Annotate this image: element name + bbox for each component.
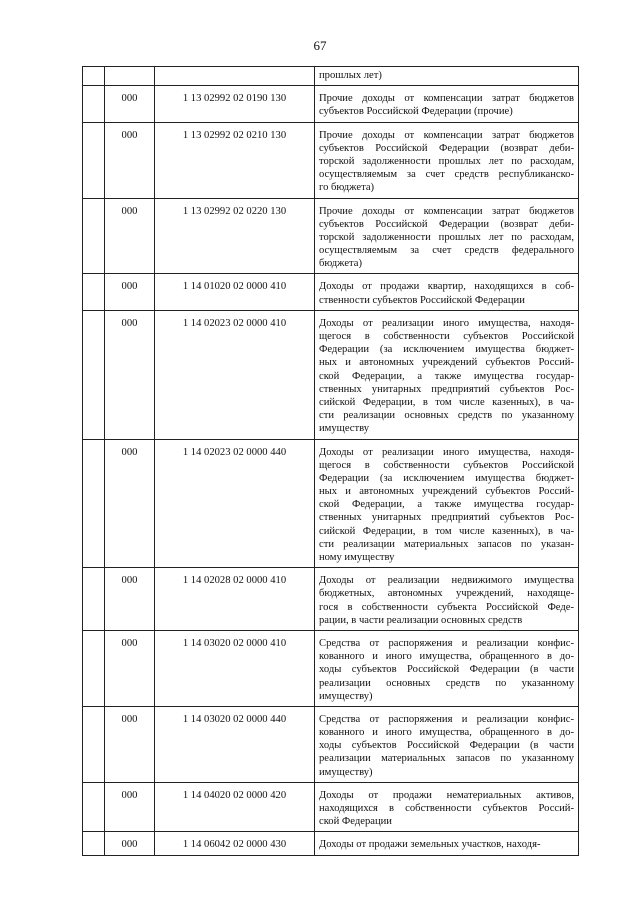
budget-classification-code-cell: 1 14 06042 02 0000 430 xyxy=(155,832,315,855)
table-row xyxy=(83,67,579,86)
description-line: реализации основных средств по указанному xyxy=(319,677,574,689)
description-line: Федерации (за исключением имущества бюджет- xyxy=(319,472,574,484)
description-line: осуществляемым за счет средств федерального xyxy=(319,245,574,257)
description-line: находящихся в собственности субъектов Россий- xyxy=(319,803,574,814)
page-number: 67 xyxy=(313,38,327,53)
description-line: осуществляемым за счет средств республиканско- xyxy=(319,169,574,181)
admin-code-cell: 000 xyxy=(105,832,155,855)
revenue-description-cell xyxy=(315,706,579,782)
description-line: торской задолженности прошлых лет по расходам, xyxy=(319,155,574,167)
revenue-description-cell xyxy=(315,568,579,631)
table-row xyxy=(83,86,579,122)
description-line: ных и автономных учреждений субъектов Россий- xyxy=(319,357,574,369)
margin-cell xyxy=(83,832,105,855)
margin-cell xyxy=(83,630,105,706)
description-line: ходы субъектов Российской Федерации (в части xyxy=(319,740,574,752)
description-line: ходы субъектов Российской Федерации (в части xyxy=(319,664,574,676)
admin-code-cell: 000 xyxy=(105,274,155,310)
description-line: Доходы от продажи земельных участков, находя- xyxy=(319,839,541,851)
table-row xyxy=(83,706,579,782)
revenue-description-cell xyxy=(315,832,579,855)
margin-cell xyxy=(83,67,105,86)
description-line: щегося в собственности субъектов Российской xyxy=(319,331,574,342)
description-line: ской Федерации, а также имущества государ- xyxy=(319,370,574,382)
description-line: Средства от распоряжения и реализации конфис- xyxy=(319,713,574,725)
margin-cell xyxy=(83,706,105,782)
description-line: бюджетных, автономных учреждений, находяще- xyxy=(319,588,574,600)
description-line: кованного и иного имущества, обращенного в до- xyxy=(319,727,574,739)
admin-code-cell: 000 xyxy=(105,122,155,198)
description-line: имуществу xyxy=(319,423,370,435)
description-line: Средства от распоряжения и реализации конфис- xyxy=(319,637,574,649)
admin-code-cell: 000 xyxy=(105,439,155,568)
budget-classification-code-cell: 1 13 02992 02 0210 130 xyxy=(155,122,315,198)
margin-cell xyxy=(83,782,105,832)
margin-cell xyxy=(83,198,105,274)
admin-code-cell: 000 xyxy=(105,782,155,832)
revenue-description-cell xyxy=(315,198,579,274)
description-line: щегося в собственности субъектов Российской xyxy=(319,459,574,471)
description-line: субъектов Российской Федерации (возврат деби- xyxy=(319,142,574,154)
budget-classification-code-cell: 1 14 03020 02 0000 410 xyxy=(155,630,315,706)
table-row xyxy=(83,832,579,855)
description-line: ственных унитарных предприятий субъектов Рос- xyxy=(319,512,574,524)
revenue-description-cell xyxy=(315,439,579,568)
description-line: имуществу) xyxy=(319,766,373,778)
admin-code-cell: 000 xyxy=(105,630,155,706)
table-row xyxy=(83,274,579,310)
budget-classification-code-cell: 1 14 02028 02 0000 410 xyxy=(155,568,315,631)
revenue-description-cell xyxy=(315,782,579,832)
margin-cell xyxy=(83,568,105,631)
admin-code-cell: 000 xyxy=(105,86,155,122)
description-line: субъектов Российской Федерации (возврат деби- xyxy=(319,218,574,230)
margin-cell xyxy=(83,86,105,122)
budget-classification-code-cell: 1 13 02992 02 0190 130 xyxy=(155,86,315,122)
description-line: реализации материальных запасов по указанному xyxy=(319,753,574,765)
description-line: Доходы от реализации иного имущества, находя- xyxy=(319,446,574,458)
table-row xyxy=(83,122,579,198)
description-line: субъектов Российской Федерации (прочие) xyxy=(319,106,513,118)
revenue-description-cell xyxy=(315,274,579,310)
admin-code-cell: 000 xyxy=(105,568,155,631)
revenue-description-cell xyxy=(315,122,579,198)
table-row xyxy=(83,782,579,832)
admin-code-cell: 000 xyxy=(105,310,155,439)
table-row xyxy=(83,198,579,274)
budget-classification-code-cell: 1 14 04020 02 0000 420 xyxy=(155,782,315,832)
description-line: ственных унитарных предприятий субъектов Рос- xyxy=(319,383,574,395)
table-row xyxy=(83,568,579,631)
description-line: Прочие доходы от компенсации затрат бюджетов xyxy=(319,129,574,141)
budget-classification-code-cell: 1 14 02023 02 0000 410 xyxy=(155,310,315,439)
description-line: Прочие доходы от компенсации затрат бюджетов xyxy=(319,93,574,105)
description-line: кованного и иного имущества, обращенного в до- xyxy=(319,651,574,663)
description-line: сти реализации материальных запасов по указан- xyxy=(319,538,574,550)
description-line: рации, в части реализации основных средств xyxy=(319,614,523,626)
budget-classification-code-cell: 1 14 01020 02 0000 410 xyxy=(155,274,315,310)
revenue-description-cell xyxy=(315,630,579,706)
description-line: Федерации (за исключением имущества бюджет- xyxy=(319,344,574,356)
description-line: Доходы от продажи нематериальных активов, xyxy=(319,789,574,801)
revenue-description-cell xyxy=(315,86,579,122)
description-line: бюджета) xyxy=(319,258,363,270)
margin-cell xyxy=(83,274,105,310)
description-line: имуществу) xyxy=(319,690,373,702)
description-line: ственности субъектов Российской Федерации xyxy=(319,294,525,306)
budget-classification-code-cell: 1 14 03020 02 0000 440 xyxy=(155,706,315,782)
table-row xyxy=(83,630,579,706)
description-line: сийской Федерации, в том числе казенных), в ча- xyxy=(319,525,574,537)
revenue-description-cell xyxy=(315,67,579,86)
table-row xyxy=(83,439,579,568)
description-line: гося в собственности субъекта Российской Феде- xyxy=(319,601,574,613)
description-line: Прочие доходы от компенсации затрат бюджетов xyxy=(319,205,574,217)
description-line: го бюджета) xyxy=(319,182,375,194)
description-line: ному имуществу xyxy=(319,552,395,563)
budget-classification-code-cell xyxy=(155,67,315,86)
admin-code-cell xyxy=(105,67,155,86)
description-line: прошлых лет) xyxy=(319,70,382,81)
table-body xyxy=(83,67,579,856)
description-line: сти реализации основных средств по указанному xyxy=(319,410,574,422)
revenue-classification-table xyxy=(82,66,579,856)
description-line: ской Федерации xyxy=(319,816,392,828)
admin-code-cell: 000 xyxy=(105,706,155,782)
budget-classification-code-cell: 1 14 02023 02 0000 440 xyxy=(155,439,315,568)
description-line: торской задолженности прошлых лет по расходам, xyxy=(319,231,574,243)
margin-cell xyxy=(83,439,105,568)
table-row xyxy=(83,310,579,439)
description-line: Доходы от реализации недвижимого имущества xyxy=(319,575,574,587)
description-line: Доходы от продажи квартир, находящихся в соб- xyxy=(319,281,574,293)
description-line: ных и автономных учреждений субъектов Россий- xyxy=(319,486,574,498)
budget-classification-code-cell: 1 13 02992 02 0220 130 xyxy=(155,198,315,274)
description-line: Доходы от реализации иного имущества, находя- xyxy=(319,317,574,329)
description-line: сийской Федерации, в том числе казенных), в ча- xyxy=(319,396,574,408)
admin-code-cell: 000 xyxy=(105,198,155,274)
description-line: ской Федерации, а также имущества государ- xyxy=(319,499,574,511)
revenue-description-cell xyxy=(315,310,579,439)
margin-cell xyxy=(83,122,105,198)
margin-cell xyxy=(83,310,105,439)
